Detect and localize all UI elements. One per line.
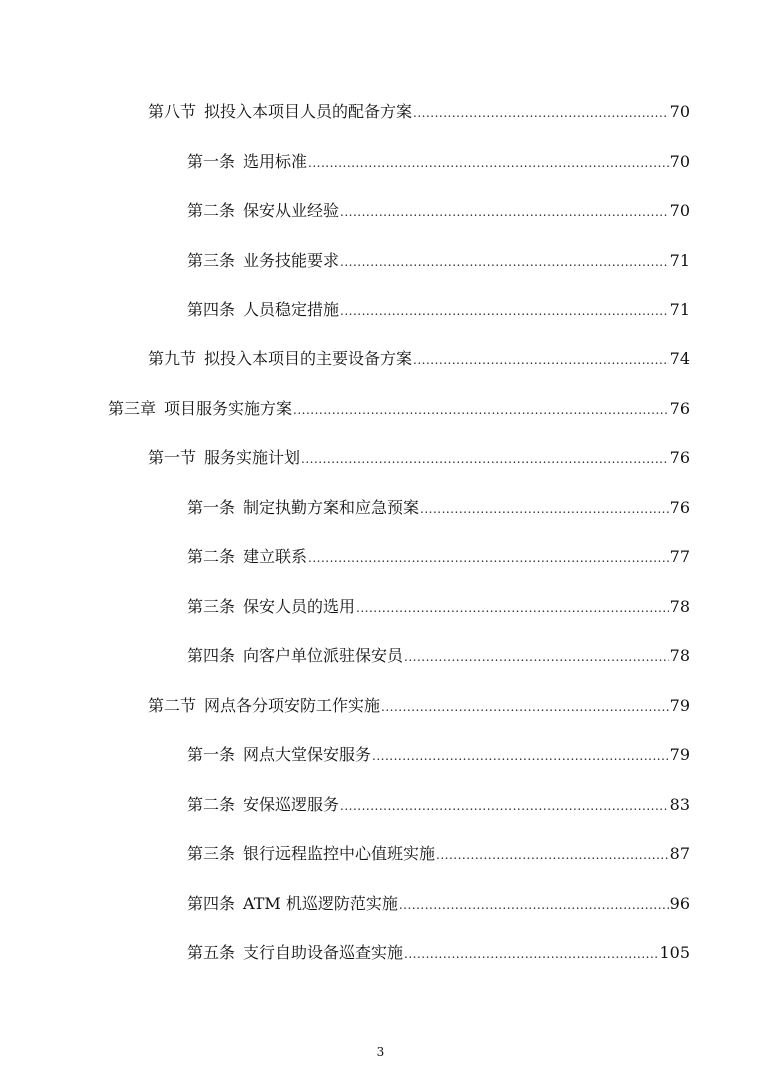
page-number: 3: [376, 1045, 385, 1059]
dot-leader: [301, 453, 669, 465]
dot-leader: [404, 651, 669, 663]
toc-entry-page: 74: [669, 349, 690, 368]
toc-entry-number: 第四条: [187, 646, 236, 665]
dot-leader: [372, 750, 669, 762]
dot-leader: [308, 552, 669, 564]
dot-leader: [340, 256, 669, 268]
toc-entry-title: 网点大堂保安服务: [243, 745, 372, 764]
toc-entry-page: 83: [669, 795, 690, 814]
toc-entry-number: 第三章: [108, 399, 157, 418]
toc-entry-number: 第三条: [187, 844, 236, 863]
toc-entry-number: 第五条: [187, 943, 236, 962]
toc-entry-title: 建立联系: [243, 547, 308, 566]
toc-entry-page: 76: [669, 448, 690, 467]
toc-entry-page: 78: [669, 646, 690, 665]
toc-entry[interactable]: [187, 937, 690, 963]
toc-entry[interactable]: [148, 343, 690, 369]
toc-entry-number: 第一节: [148, 448, 197, 467]
toc-entry-title: 项目服务实施方案: [164, 399, 293, 418]
toc-entry-page: 87: [669, 844, 690, 863]
toc-entry-number: 第一条: [187, 498, 236, 517]
toc-entry-page: 77: [669, 547, 690, 566]
dot-leader: [420, 503, 669, 515]
toc-entry[interactable]: [187, 146, 690, 172]
toc-entry-number: 第三条: [187, 597, 236, 616]
toc-entry-title: 向客户单位派驻保安员: [243, 646, 404, 665]
toc-entry[interactable]: [108, 393, 690, 419]
dot-leader: [293, 404, 669, 416]
toc-entry[interactable]: [187, 492, 690, 518]
toc-entry-title: 银行远程监控中心值班实施: [243, 844, 436, 863]
dot-leader: [399, 899, 669, 911]
toc-entry-title: 保安人员的选用: [243, 597, 356, 616]
toc-entry[interactable]: [148, 442, 690, 468]
toc-entry-title: 选用标准: [243, 152, 308, 171]
toc-entry-number: 第四条: [187, 894, 236, 913]
toc-entry-title: 拟投入本项目的主要设备方案: [204, 349, 413, 368]
toc-entry[interactable]: [148, 96, 690, 122]
toc-entry-number: 第九节: [148, 349, 197, 368]
toc-entry-number: 第四条: [187, 300, 236, 319]
toc-entry-title: 服务实施计划: [204, 448, 301, 467]
toc-entry[interactable]: [187, 294, 690, 320]
dot-leader: [404, 948, 658, 960]
toc-entry-number: 第八节: [148, 102, 197, 121]
toc-entry-page: 70: [669, 152, 690, 171]
toc-entry-page: 79: [669, 696, 690, 715]
toc-entry[interactable]: [187, 591, 690, 617]
toc-entry[interactable]: [187, 888, 690, 914]
toc-entry-page: 96: [669, 894, 690, 913]
toc-entry-page: 71: [669, 251, 690, 270]
toc-entry-number: 第三条: [187, 251, 236, 270]
dot-leader: [340, 800, 669, 812]
toc-entry-title: 业务技能要求: [243, 251, 340, 270]
dot-leader: [436, 849, 669, 861]
toc-entry-title: 支行自助设备巡查实施: [243, 943, 404, 962]
toc-entry-number: 第一条: [187, 745, 236, 764]
toc-entry-number: 第一条: [187, 152, 236, 171]
toc-entry[interactable]: [187, 838, 690, 864]
toc-entry-page: 78: [669, 597, 690, 616]
toc-entry[interactable]: [187, 541, 690, 567]
toc-entry[interactable]: [187, 640, 690, 666]
toc-entry-number: 第二条: [187, 547, 236, 566]
toc-entry-title: 制定执勤方案和应急预案: [243, 498, 420, 517]
toc-entry-page: 70: [669, 201, 690, 220]
toc-entry-title: 人员稳定措施: [243, 300, 340, 319]
toc-entry[interactable]: [187, 245, 690, 271]
toc-entry-page: 105: [659, 943, 690, 962]
toc-entry[interactable]: [187, 195, 690, 221]
dot-leader: [340, 305, 669, 317]
toc-entry-title: 拟投入本项目人员的配备方案: [204, 102, 413, 121]
toc-entry-title: 网点各分项安防工作实施: [204, 696, 381, 715]
toc-entry-number: 第二节: [148, 696, 197, 715]
dot-leader: [413, 107, 669, 119]
toc-entry-page: 70: [669, 102, 690, 121]
dot-leader: [340, 206, 669, 218]
dot-leader: [413, 354, 669, 366]
dot-leader: [381, 701, 669, 713]
toc-entry[interactable]: [187, 739, 690, 765]
toc-entry-page: 76: [669, 399, 690, 418]
toc-entry[interactable]: [148, 690, 690, 716]
toc-entry-title: ATM 机巡逻防范实施: [243, 894, 398, 913]
toc-entry-page: 76: [669, 498, 690, 517]
toc-entry-number: 第二条: [187, 795, 236, 814]
toc-entry-title: 保安从业经验: [243, 201, 340, 220]
toc-entry-number: 第二条: [187, 201, 236, 220]
dot-leader: [356, 602, 669, 614]
toc-entry[interactable]: [187, 789, 690, 815]
toc-entry-title: 安保巡逻服务: [243, 795, 340, 814]
toc-entry-page: 71: [669, 300, 690, 319]
toc-entry-page: 79: [669, 745, 690, 764]
dot-leader: [308, 157, 669, 169]
